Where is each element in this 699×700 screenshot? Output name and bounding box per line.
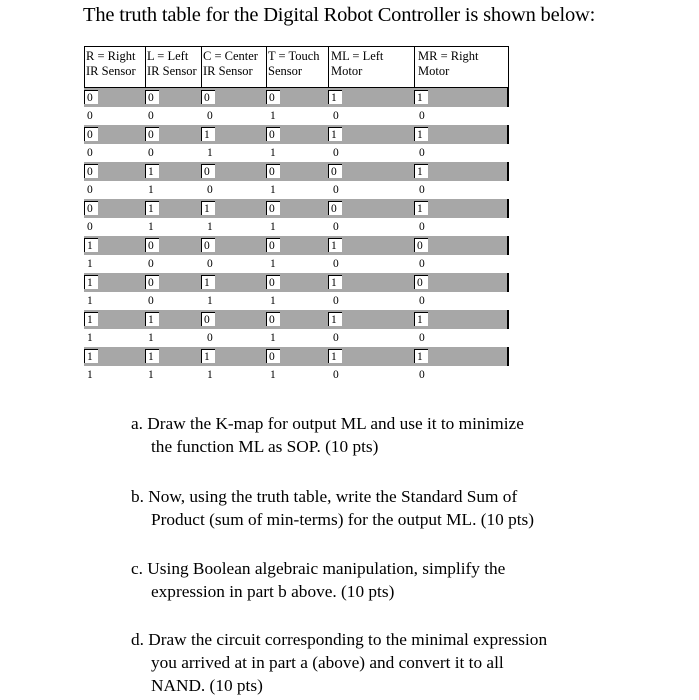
table-row xyxy=(84,199,509,218)
cell-ml: 0 xyxy=(333,220,339,233)
cell-t: 0 xyxy=(266,275,280,289)
cell-mr: 0 xyxy=(414,275,428,289)
cell-mr: 1 xyxy=(414,349,428,363)
table-row xyxy=(84,236,509,255)
cell-t: 1 xyxy=(270,183,276,196)
cell-mr: 0 xyxy=(419,257,425,270)
table-row xyxy=(84,88,509,107)
table-row xyxy=(84,107,509,126)
cell-r: 1 xyxy=(87,257,93,270)
cell-c: 1 xyxy=(201,349,215,363)
cell-t: 1 xyxy=(270,146,276,159)
cell-mr: 0 xyxy=(419,294,425,307)
cell-l: 1 xyxy=(148,331,154,344)
cell-l: 0 xyxy=(148,294,154,307)
cell-t: 0 xyxy=(266,90,280,104)
cell-l: 1 xyxy=(145,349,159,363)
cell-ml: 0 xyxy=(333,183,339,196)
cell-c: 1 xyxy=(201,275,215,289)
cell-t: 0 xyxy=(266,349,280,363)
cell-c: 0 xyxy=(201,238,215,252)
table-row xyxy=(84,347,509,366)
cell-t: 1 xyxy=(270,294,276,307)
cell-mr: 0 xyxy=(419,146,425,159)
cell-t: 0 xyxy=(266,201,280,215)
cell-r: 1 xyxy=(84,275,98,289)
cell-mr: 0 xyxy=(419,183,425,196)
cell-l: 0 xyxy=(148,257,154,270)
cell-c: 0 xyxy=(201,90,215,104)
cell-t: 1 xyxy=(270,368,276,381)
cell-ml: 0 xyxy=(333,331,339,344)
cell-r: 0 xyxy=(84,164,98,178)
header-ml: ML = Left Motor xyxy=(331,49,384,78)
cell-t: 1 xyxy=(270,331,276,344)
table-row xyxy=(84,181,509,200)
truth-table xyxy=(84,46,509,384)
cell-ml: 0 xyxy=(328,201,342,215)
cell-c: 1 xyxy=(201,127,215,141)
table-row xyxy=(84,144,509,163)
cell-ml: 0 xyxy=(333,257,339,270)
cell-mr: 1 xyxy=(414,127,428,141)
cell-l: 1 xyxy=(145,201,159,215)
cell-mr: 1 xyxy=(414,164,428,178)
cell-ml: 1 xyxy=(328,275,342,289)
table-body xyxy=(84,88,509,384)
question-d: d. Draw the circuit corresponding to the minimal expression you arrived at in part a (above) and convert it to all NAND. (10 pts) xyxy=(131,630,548,695)
cell-ml: 0 xyxy=(328,164,342,178)
cell-l: 0 xyxy=(145,238,159,252)
cell-r: 1 xyxy=(84,238,98,252)
cell-mr: 1 xyxy=(414,312,428,326)
cell-l: 1 xyxy=(145,312,159,326)
cell-ml: 0 xyxy=(333,146,339,159)
question-c: c. Using Boolean algebraic manipulation, simplify the expression in part b above. (10 pts) xyxy=(131,559,506,601)
table-row xyxy=(84,310,509,329)
cell-t: 1 xyxy=(270,257,276,270)
cell-mr: 1 xyxy=(414,201,428,215)
cell-mr: 0 xyxy=(419,368,425,381)
question-a: a. Draw the K-map for output ML and use it to minimize the function ML as SOP. (10 pts) xyxy=(131,414,524,456)
cell-ml: 0 xyxy=(333,294,339,307)
cell-ml: 1 xyxy=(328,312,342,326)
cell-ml: 0 xyxy=(333,109,339,122)
header-c: C = Center IR Sensor xyxy=(203,49,258,78)
cell-mr: 0 xyxy=(419,220,425,233)
table-row xyxy=(84,162,509,181)
table-row xyxy=(84,125,509,144)
page-title: The truth table for the Digital Robot Controller is shown below: xyxy=(83,4,596,26)
cell-ml: 0 xyxy=(333,368,339,381)
cell-l: 1 xyxy=(148,368,154,381)
cell-t: 0 xyxy=(266,164,280,178)
cell-mr: 0 xyxy=(414,238,428,252)
cell-r: 0 xyxy=(87,220,93,233)
table-row xyxy=(84,218,509,237)
cell-c: 0 xyxy=(207,257,213,270)
cell-t: 1 xyxy=(270,220,276,233)
cell-c: 1 xyxy=(201,201,215,215)
cell-mr: 0 xyxy=(419,331,425,344)
table-row xyxy=(84,366,509,385)
header-mr: MR = Right Motor xyxy=(418,49,479,78)
question-b: b. Now, using the truth table, write the Standard Sum of Product (sum of min-terms) for the output ML. (10 pts) xyxy=(131,487,535,529)
table-header xyxy=(84,46,509,88)
cell-r: 1 xyxy=(87,294,93,307)
cell-c: 1 xyxy=(207,146,213,159)
header-l: L = Left IR Sensor xyxy=(147,49,197,78)
cell-l: 1 xyxy=(148,220,154,233)
cell-l: 1 xyxy=(148,183,154,196)
header-t: T = Touch Sensor xyxy=(268,49,320,78)
cell-l: 0 xyxy=(145,275,159,289)
cell-l: 0 xyxy=(145,90,159,104)
cell-c: 0 xyxy=(201,164,215,178)
cell-ml: 1 xyxy=(328,238,342,252)
header-r: R = Right IR Sensor xyxy=(86,49,136,78)
cell-r: 1 xyxy=(84,349,98,363)
cell-c: 1 xyxy=(207,220,213,233)
cell-l: 0 xyxy=(148,146,154,159)
cell-r: 1 xyxy=(87,368,93,381)
table-row xyxy=(84,292,509,311)
cell-c: 0 xyxy=(207,109,213,122)
cell-ml: 1 xyxy=(328,127,342,141)
cell-r: 0 xyxy=(87,183,93,196)
cell-c: 1 xyxy=(207,294,213,307)
cell-t: 0 xyxy=(266,238,280,252)
cell-r: 0 xyxy=(87,146,93,159)
cell-mr: 1 xyxy=(414,90,428,104)
cell-t: 1 xyxy=(270,109,276,122)
cell-c: 0 xyxy=(201,312,215,326)
table-row xyxy=(84,273,509,292)
cell-t: 0 xyxy=(266,127,280,141)
cell-r: 1 xyxy=(84,312,98,326)
cell-r: 0 xyxy=(84,90,98,104)
cell-c: 1 xyxy=(207,368,213,381)
cell-r: 0 xyxy=(84,127,98,141)
table-row xyxy=(84,329,509,348)
cell-r: 0 xyxy=(84,201,98,215)
cell-t: 0 xyxy=(266,312,280,326)
cell-ml: 1 xyxy=(328,90,342,104)
cell-r: 0 xyxy=(87,109,93,122)
cell-ml: 1 xyxy=(328,349,342,363)
cell-l: 1 xyxy=(145,164,159,178)
table-row xyxy=(84,255,509,274)
cell-r: 1 xyxy=(87,331,93,344)
cell-c: 0 xyxy=(207,331,213,344)
cell-l: 0 xyxy=(145,127,159,141)
cell-l: 0 xyxy=(148,109,154,122)
cell-c: 0 xyxy=(207,183,213,196)
cell-mr: 0 xyxy=(419,109,425,122)
